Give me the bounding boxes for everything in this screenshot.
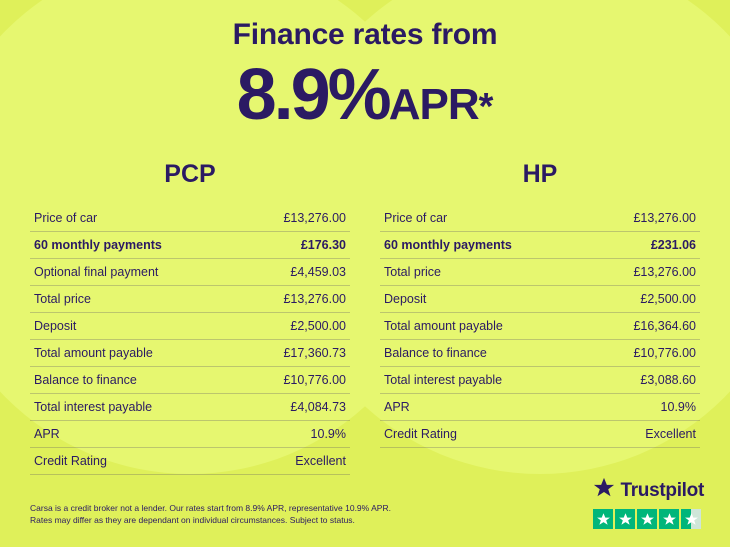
row-value: 10.9% [241,421,350,448]
apr-headline [0,54,730,136]
table-row [30,367,350,394]
row-value: £16,364.60 [591,313,700,340]
table-row [30,286,350,313]
row-value: £13,276.00 [591,259,700,286]
table-row [30,421,350,448]
trustpilot-logo [593,477,704,504]
row-label: Total price [380,259,591,286]
apr-suffix: APR [388,80,479,129]
row-value: £176.30 [241,232,350,259]
row-value: £13,276.00 [591,205,700,232]
row-value: £4,084.73 [241,394,350,421]
row-value: Excellent [591,421,700,448]
row-label: Price of car [380,205,591,232]
row-value: £3,088.60 [591,367,700,394]
page-title: Finance rates from [232,18,498,51]
row-value: Excellent [241,448,350,475]
row-value: £17,360.73 [241,340,350,367]
row-value: £4,459.03 [241,259,350,286]
table-row [380,421,700,448]
table-row [380,232,700,259]
trustpilot-star-icon [593,477,615,504]
row-label: Total price [30,286,241,313]
table-row [380,394,700,421]
row-label: Optional final payment [30,259,241,286]
table-row [30,205,350,232]
apr-asterisk: * [478,86,494,128]
hp-table [380,205,700,448]
row-label: APR [30,421,241,448]
row-value: £2,500.00 [241,313,350,340]
hp-table-block [380,160,700,475]
hp-table-title: HP [522,160,558,188]
disclaimer-line-2: Rates may differ as they are dependant on individual circumstances. Subject to status. [30,515,355,526]
footer [0,477,730,547]
row-value: £13,276.00 [241,286,350,313]
row-value: £10,776.00 [591,340,700,367]
trustpilot-name: Trustpilot [620,479,704,501]
star-icon-5-half [681,509,701,529]
row-label: APR [380,394,591,421]
disclaimer-line-1: Carsa is a credit broker not a lender. Our rates start from 8.9% APR, representative 10.9% APR. [30,502,391,513]
apr-value: 8.9% [236,55,389,135]
row-label: Price of car [30,205,241,232]
table-row [30,232,350,259]
row-value: 10.9% [591,394,700,421]
trustpilot-rating[interactable] [593,477,704,529]
pcp-table-block [30,160,350,475]
table-row [30,394,350,421]
row-label: Credit Rating [30,448,241,475]
pcp-table [30,205,350,475]
row-label: 60 monthly payments [380,232,591,259]
star-icon-2 [615,509,635,529]
row-label: Total amount payable [380,313,591,340]
row-label: Total interest payable [380,367,591,394]
row-label: 60 monthly payments [30,232,241,259]
table-row [380,259,700,286]
table-row [30,340,350,367]
row-value: £2,500.00 [591,286,700,313]
row-value: £13,276.00 [241,205,350,232]
table-row [380,286,700,313]
table-row [380,340,700,367]
disclaimer-text [30,502,391,528]
row-label: Balance to finance [30,367,241,394]
star-icon-4 [659,509,679,529]
row-label: Credit Rating [380,421,591,448]
table-row [380,313,700,340]
table-row [30,259,350,286]
table-row [380,367,700,394]
row-label: Deposit [30,313,241,340]
row-label: Total amount payable [30,340,241,367]
row-label: Deposit [380,286,591,313]
row-label: Balance to finance [380,340,591,367]
trustpilot-stars [593,509,704,529]
row-label: Total interest payable [30,394,241,421]
star-icon-1 [593,509,613,529]
table-row [380,205,700,232]
pcp-table-title: PCP [164,160,216,188]
table-row [30,313,350,340]
star-icon-3 [637,509,657,529]
row-value: £231.06 [591,232,700,259]
finance-tables [0,136,730,475]
row-value: £10,776.00 [241,367,350,394]
table-row [30,448,350,475]
